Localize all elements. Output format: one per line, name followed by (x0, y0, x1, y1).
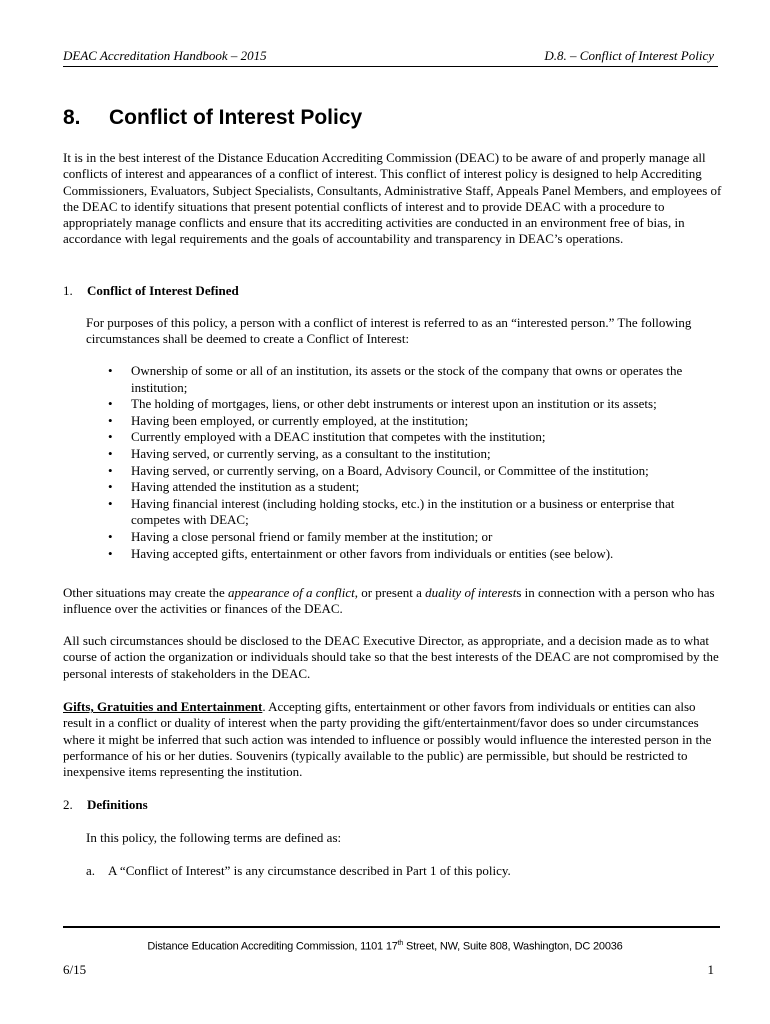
other-pre: Other situations may create the (63, 585, 228, 600)
bullet-icon: • (108, 429, 113, 445)
list-item (108, 479, 718, 496)
list-item-text: Having served, or currently serving, as a consultant to the institution; (131, 445, 491, 461)
other-emphasis-duality: duality of interest (425, 585, 517, 600)
list-item-text: Having a close personal friend or family member at the institution; or (131, 528, 493, 544)
bullet-icon: • (108, 445, 113, 461)
section-2-heading (63, 797, 148, 813)
list-item (108, 529, 718, 546)
gifts-paragraph (63, 699, 723, 780)
intro-paragraph: It is in the best interest of the Distance Education Accrediting Commission (DEAC) to be aware of and properly manage all conflicts of interest and appearances of a conflict of interest. This conflict of interest policy is designed to help Accrediting Commissioners, Evaluators, Subject Specialists, Consultants, Administrative Staff, Appeals Panel Members, and employees of the DEAC to identify situations that present potential conflicts of interest and to provide DEAC with a procedure to appropriately manage conflicts and ensure that its accrediting activities are conducted in an environment free of bias, in accordance with legal requirements and the goals of accountability and transparency in DEAC’s operations. (63, 150, 722, 247)
bullet-icon: • (108, 363, 113, 378)
list-item-text: Having served, or currently serving, on a Board, Advisory Council, or Committee of the institution; (131, 462, 649, 478)
list-item (108, 496, 718, 529)
section-1-number: 1. (63, 283, 73, 298)
conflict-circumstances-list (108, 363, 718, 562)
title-number: 8. (63, 106, 81, 129)
header-left: DEAC Accreditation Handbook – 2015 (63, 48, 267, 63)
list-item (108, 429, 718, 446)
definition-label: a. (86, 863, 96, 878)
other-mid: , or present a (354, 585, 426, 600)
definition-text: A “Conflict of Interest” is any circumstance described in Part 1 of this policy. (108, 863, 511, 878)
other-post: s in connection with a person who has influence over the activities or finances of the DEAC. (63, 585, 715, 617)
footer-address (0, 940, 770, 953)
definition-item-a (86, 863, 716, 879)
bullet-icon: • (108, 528, 113, 544)
bullet-icon: • (108, 412, 113, 428)
other-situations-paragraph (63, 585, 723, 618)
title-text: Conflict of Interest Policy (109, 106, 363, 129)
header-right: D.8. – Conflict of Interest Policy (544, 48, 714, 63)
footer-address-sup: th (397, 940, 404, 947)
list-item (108, 363, 718, 396)
footer-address-pre: Distance Education Accrediting Commission, 1101 17 (147, 940, 398, 953)
bullet-icon: • (108, 462, 113, 478)
bullet-icon: • (108, 545, 113, 561)
disclosure-paragraph: All such circumstances should be disclosed to the DEAC Executive Director, as appropriate, and a decision made as to what course of action the organization or individuals should take so that the best interests of the DEAC are not compromised by the personal interests of stakeholders in the DEAC. (63, 633, 719, 681)
list-item-text: Having financial interest (including holding stocks, etc.) in the institution or a business or enterprise that competes with DEAC; (131, 495, 675, 528)
section-2-number: 2. (63, 797, 73, 812)
list-item (108, 413, 718, 430)
bullet-icon: • (108, 479, 113, 495)
page-title (63, 106, 362, 130)
list-item (108, 463, 718, 480)
list-item-text: Ownership of some or all of an institution, its assets or the stock of the company that owns or operates the institution; (131, 363, 683, 395)
list-item-text: Having been employed, or currently employed, at the institution; (131, 412, 469, 428)
list-item (108, 446, 718, 463)
list-item-text: Having accepted gifts, entertainment or other favors from individuals or entities (see below). (131, 545, 614, 561)
footer-date: 6/15 (63, 962, 87, 977)
list-item-text: Having attended the institution as a student; (131, 479, 360, 495)
other-emphasis-appearance: appearance of a conflict (227, 585, 355, 600)
section-1-heading (63, 283, 239, 299)
list-item-text: The holding of mortgages, liens, or other debt instruments or interest upon an institution or its assets; (131, 396, 657, 412)
bullet-icon: • (108, 396, 113, 412)
gifts-text: . Accepting gifts, entertainment or other favors from individuals or entities can also result in a conflict or duality of interest when the party providing the gift/entertainment/favor does so under circumstances where it might be inferred that such action was intended to influence or possibly would influence the interested person in the performance of his or her duties. Souvenirs (typically available to the public) are permissible, but should be restricted to inexpensive items representing the institution. (63, 699, 712, 780)
bullet-icon: • (108, 495, 113, 511)
list-item-text: Currently employed with a DEAC institution that competes with the institution; (131, 429, 546, 445)
footer-address-post: Street, NW, Suite 808, Washington, DC 20036 (403, 940, 623, 953)
page-number: 1 (707, 962, 714, 977)
gifts-heading: Gifts, Gratuities and Entertainment (63, 699, 263, 714)
section-1-title: Conflict of Interest Defined (87, 283, 239, 298)
section-2-title: Definitions (87, 797, 148, 812)
list-item (108, 546, 718, 563)
running-header (63, 46, 718, 67)
footer-divider (63, 926, 720, 928)
list-item (108, 396, 718, 413)
section-1-lead: For purposes of this policy, a person with a conflict of interest is referred to as an “interested person.” The following circumstances shall be deemed to create a Conflict of Interest: (86, 315, 692, 347)
section-2-lead: In this policy, the following terms are defined as: (86, 830, 342, 845)
